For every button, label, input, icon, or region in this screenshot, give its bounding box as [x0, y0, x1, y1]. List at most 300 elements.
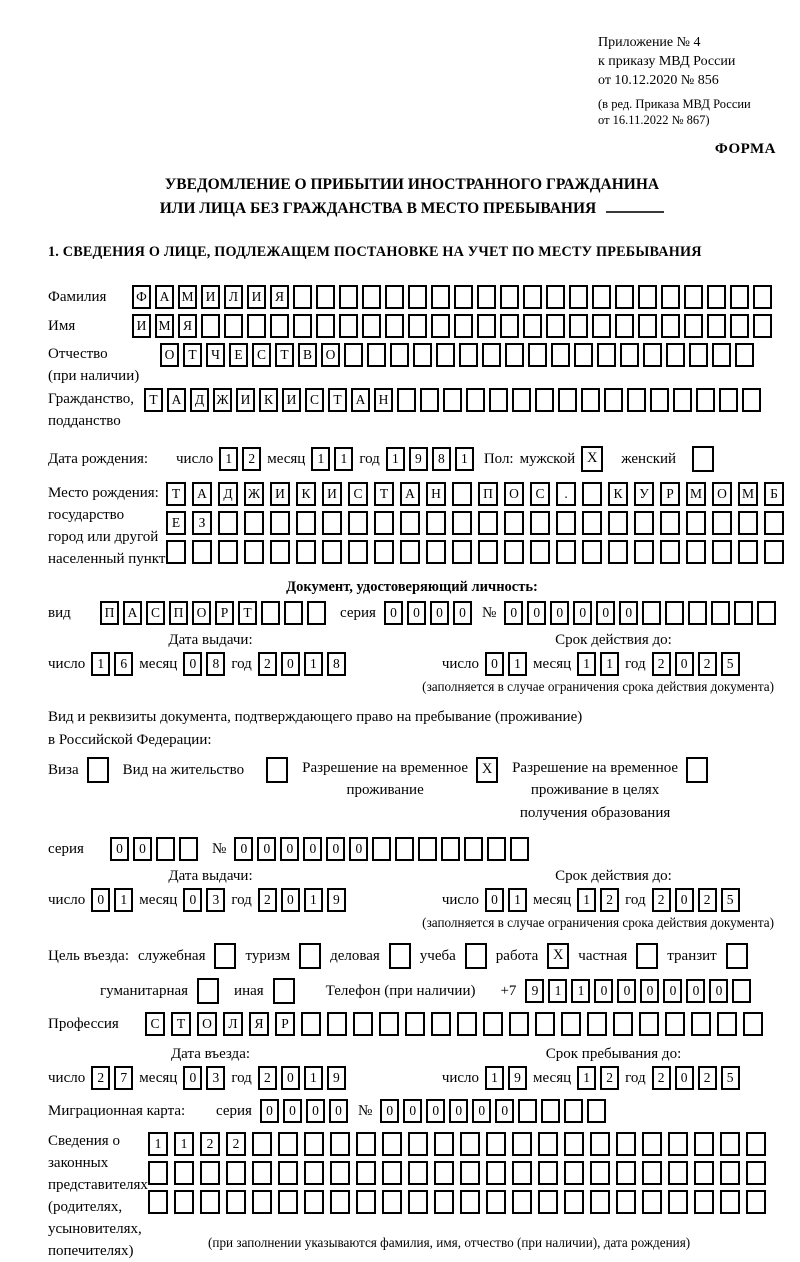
- cell[interactable]: [486, 1190, 506, 1214]
- cell[interactable]: [426, 511, 446, 535]
- cell[interactable]: П: [100, 601, 119, 625]
- cell[interactable]: [746, 1161, 766, 1185]
- cell[interactable]: [304, 1190, 324, 1214]
- cell[interactable]: 0: [495, 1099, 514, 1123]
- cell[interactable]: [390, 343, 409, 367]
- cell[interactable]: [252, 1190, 272, 1214]
- cell[interactable]: [270, 540, 290, 564]
- cell[interactable]: [362, 285, 381, 309]
- cell[interactable]: [374, 540, 394, 564]
- cell[interactable]: 9: [327, 1066, 346, 1090]
- cell[interactable]: З: [192, 511, 212, 535]
- cell[interactable]: [466, 388, 485, 412]
- cell[interactable]: [730, 285, 749, 309]
- cell[interactable]: 0: [260, 1099, 279, 1123]
- cell[interactable]: Т: [144, 388, 163, 412]
- cell[interactable]: [564, 1190, 584, 1214]
- cell[interactable]: [408, 314, 427, 338]
- cell[interactable]: [486, 1161, 506, 1185]
- cell[interactable]: 1: [548, 979, 567, 1003]
- cell[interactable]: И: [270, 482, 290, 506]
- cell[interactable]: [694, 1161, 714, 1185]
- cell[interactable]: [530, 540, 550, 564]
- purpose-work-checkbox[interactable]: X: [547, 943, 569, 969]
- cell[interactable]: [512, 1132, 532, 1156]
- cell[interactable]: [252, 1161, 272, 1185]
- cell[interactable]: [322, 511, 342, 535]
- cell[interactable]: [278, 1190, 298, 1214]
- cell[interactable]: [385, 285, 404, 309]
- cell[interactable]: 0: [380, 1099, 399, 1123]
- cell[interactable]: [148, 1161, 168, 1185]
- cell[interactable]: 1: [386, 447, 405, 471]
- cell[interactable]: [510, 837, 529, 861]
- cell[interactable]: [581, 388, 600, 412]
- cell[interactable]: И: [282, 388, 301, 412]
- cell[interactable]: [443, 388, 462, 412]
- cell[interactable]: [538, 1132, 558, 1156]
- cell[interactable]: [400, 540, 420, 564]
- cell[interactable]: Н: [426, 482, 446, 506]
- cell[interactable]: 2: [226, 1132, 246, 1156]
- cell[interactable]: П: [169, 601, 188, 625]
- cell[interactable]: В: [298, 343, 317, 367]
- cell[interactable]: [668, 1161, 688, 1185]
- cell[interactable]: [694, 1132, 714, 1156]
- cell[interactable]: [284, 601, 303, 625]
- cell[interactable]: [523, 314, 542, 338]
- cell[interactable]: И: [132, 314, 151, 338]
- cell[interactable]: [558, 388, 577, 412]
- cell[interactable]: [712, 511, 732, 535]
- cell[interactable]: [582, 540, 602, 564]
- cell[interactable]: [620, 343, 639, 367]
- cell[interactable]: 2: [258, 888, 277, 912]
- cell[interactable]: Р: [275, 1012, 295, 1036]
- cell[interactable]: 8: [206, 652, 225, 676]
- cell[interactable]: М: [686, 482, 706, 506]
- cell[interactable]: .: [556, 482, 576, 506]
- cell[interactable]: [487, 837, 506, 861]
- cell[interactable]: [712, 343, 731, 367]
- cell[interactable]: [686, 540, 706, 564]
- purpose-other-checkbox[interactable]: [273, 978, 295, 1004]
- cell[interactable]: [477, 285, 496, 309]
- cell[interactable]: [304, 1132, 324, 1156]
- cell[interactable]: [569, 314, 588, 338]
- cell[interactable]: [665, 601, 684, 625]
- cell[interactable]: 2: [600, 1066, 619, 1090]
- cell[interactable]: [397, 388, 416, 412]
- cell[interactable]: 2: [698, 888, 717, 912]
- cell[interactable]: [426, 540, 446, 564]
- cell[interactable]: 1: [508, 888, 527, 912]
- purpose-study-checkbox[interactable]: [465, 943, 487, 969]
- cell[interactable]: [528, 343, 547, 367]
- cell[interactable]: 0: [183, 1066, 202, 1090]
- cell[interactable]: 0: [663, 979, 682, 1003]
- cell[interactable]: [538, 1190, 558, 1214]
- cell[interactable]: 2: [698, 652, 717, 676]
- cell[interactable]: [405, 1012, 425, 1036]
- cell[interactable]: [518, 1099, 537, 1123]
- cell[interactable]: [322, 540, 342, 564]
- cell[interactable]: [431, 1012, 451, 1036]
- cell[interactable]: 1: [91, 652, 110, 676]
- purpose-transit-checkbox[interactable]: [726, 943, 748, 969]
- cell[interactable]: [730, 314, 749, 338]
- cell[interactable]: [382, 1132, 402, 1156]
- cell[interactable]: [711, 601, 730, 625]
- cell[interactable]: Т: [238, 601, 257, 625]
- cell[interactable]: [247, 314, 266, 338]
- cell[interactable]: 1: [304, 1066, 323, 1090]
- cell[interactable]: 1: [577, 888, 596, 912]
- cell[interactable]: К: [259, 388, 278, 412]
- cell[interactable]: [546, 314, 565, 338]
- cell[interactable]: 8: [432, 447, 451, 471]
- cell[interactable]: О: [504, 482, 524, 506]
- cell[interactable]: [556, 540, 576, 564]
- cell[interactable]: 6: [114, 652, 133, 676]
- cell[interactable]: Р: [215, 601, 234, 625]
- cell[interactable]: [642, 1161, 662, 1185]
- cell[interactable]: [224, 314, 243, 338]
- cell[interactable]: [464, 837, 483, 861]
- cell[interactable]: 0: [281, 1066, 300, 1090]
- cell[interactable]: [304, 1161, 324, 1185]
- cell[interactable]: 0: [686, 979, 705, 1003]
- cell[interactable]: 2: [652, 888, 671, 912]
- cell[interactable]: [564, 1161, 584, 1185]
- cell[interactable]: 2: [242, 447, 261, 471]
- cell[interactable]: [434, 1190, 454, 1214]
- cell[interactable]: [569, 285, 588, 309]
- cell[interactable]: 2: [652, 652, 671, 676]
- cell[interactable]: [478, 540, 498, 564]
- cell[interactable]: [764, 540, 784, 564]
- cell[interactable]: Т: [171, 1012, 191, 1036]
- cell[interactable]: [688, 601, 707, 625]
- cell[interactable]: [226, 1190, 246, 1214]
- cell[interactable]: [339, 314, 358, 338]
- cell[interactable]: [441, 837, 460, 861]
- cell[interactable]: [307, 601, 326, 625]
- cell[interactable]: 1: [304, 652, 323, 676]
- cell[interactable]: [434, 1132, 454, 1156]
- cell[interactable]: [382, 1161, 402, 1185]
- cell[interactable]: С: [305, 388, 324, 412]
- cell[interactable]: М: [738, 482, 758, 506]
- cell[interactable]: [738, 540, 758, 564]
- cell[interactable]: А: [155, 285, 174, 309]
- cell[interactable]: [431, 314, 450, 338]
- cell[interactable]: Т: [374, 482, 394, 506]
- cell[interactable]: Е: [229, 343, 248, 367]
- cell[interactable]: 0: [550, 601, 569, 625]
- cell[interactable]: [408, 1132, 428, 1156]
- cell[interactable]: Ж: [244, 482, 264, 506]
- cell[interactable]: 0: [675, 1066, 694, 1090]
- cell[interactable]: Е: [166, 511, 186, 535]
- cell[interactable]: Р: [660, 482, 680, 506]
- cell[interactable]: [746, 1190, 766, 1214]
- cell[interactable]: [156, 837, 175, 861]
- cell[interactable]: [720, 1132, 740, 1156]
- purpose-business-checkbox[interactable]: [389, 943, 411, 969]
- cell[interactable]: [719, 388, 738, 412]
- cell[interactable]: [743, 1012, 763, 1036]
- cell[interactable]: [590, 1132, 610, 1156]
- cell[interactable]: [757, 601, 776, 625]
- cell[interactable]: [661, 314, 680, 338]
- cell[interactable]: [192, 540, 212, 564]
- cell[interactable]: А: [167, 388, 186, 412]
- cell[interactable]: 0: [527, 601, 546, 625]
- cell[interactable]: 1: [577, 652, 596, 676]
- cell[interactable]: 0: [326, 837, 345, 861]
- cell[interactable]: 9: [508, 1066, 527, 1090]
- cell[interactable]: [564, 1099, 583, 1123]
- cell[interactable]: 0: [485, 888, 504, 912]
- cell[interactable]: 0: [281, 888, 300, 912]
- cell[interactable]: 0: [349, 837, 368, 861]
- cell[interactable]: [720, 1190, 740, 1214]
- cell[interactable]: [738, 511, 758, 535]
- cell[interactable]: Я: [249, 1012, 269, 1036]
- cell[interactable]: 0: [453, 601, 472, 625]
- cell[interactable]: 0: [675, 888, 694, 912]
- cell[interactable]: 0: [617, 979, 636, 1003]
- cell[interactable]: [374, 511, 394, 535]
- cell[interactable]: [523, 285, 542, 309]
- cell[interactable]: 1: [219, 447, 238, 471]
- cell[interactable]: [174, 1190, 194, 1214]
- cell[interactable]: [615, 314, 634, 338]
- cell[interactable]: [512, 1161, 532, 1185]
- cell[interactable]: [764, 511, 784, 535]
- cell[interactable]: [482, 343, 501, 367]
- cell[interactable]: 5: [721, 652, 740, 676]
- cell[interactable]: Д: [190, 388, 209, 412]
- cell[interactable]: Л: [224, 285, 243, 309]
- cell[interactable]: 9: [409, 447, 428, 471]
- cell[interactable]: [460, 1132, 480, 1156]
- cell[interactable]: С: [530, 482, 550, 506]
- cell[interactable]: 0: [596, 601, 615, 625]
- cell[interactable]: [459, 343, 478, 367]
- cell[interactable]: [362, 314, 381, 338]
- cell[interactable]: [660, 511, 680, 535]
- cell[interactable]: 1: [577, 1066, 596, 1090]
- cell[interactable]: [642, 1190, 662, 1214]
- cell[interactable]: [330, 1161, 350, 1185]
- cell[interactable]: [590, 1190, 610, 1214]
- temp-residence-education-checkbox[interactable]: [686, 757, 708, 783]
- cell[interactable]: [454, 285, 473, 309]
- cell[interactable]: [436, 343, 455, 367]
- cell[interactable]: 0: [485, 652, 504, 676]
- cell[interactable]: О: [160, 343, 179, 367]
- cell[interactable]: [634, 511, 654, 535]
- cell[interactable]: [356, 1190, 376, 1214]
- cell[interactable]: С: [252, 343, 271, 367]
- cell[interactable]: 0: [472, 1099, 491, 1123]
- cell[interactable]: 0: [306, 1099, 325, 1123]
- cell[interactable]: А: [400, 482, 420, 506]
- cell[interactable]: Я: [270, 285, 289, 309]
- cell[interactable]: 0: [407, 601, 426, 625]
- cell[interactable]: [638, 285, 657, 309]
- sex-female-checkbox[interactable]: [692, 446, 714, 472]
- cell[interactable]: [452, 540, 472, 564]
- cell[interactable]: 0: [430, 601, 449, 625]
- cell[interactable]: [252, 1132, 272, 1156]
- purpose-private-checkbox[interactable]: [636, 943, 658, 969]
- cell[interactable]: [408, 1161, 428, 1185]
- cell[interactable]: 1: [508, 652, 527, 676]
- cell[interactable]: [218, 540, 238, 564]
- cell[interactable]: [673, 388, 692, 412]
- cell[interactable]: 1: [311, 447, 330, 471]
- cell[interactable]: [356, 1161, 376, 1185]
- cell[interactable]: 3: [206, 888, 225, 912]
- cell[interactable]: 0: [133, 837, 152, 861]
- cell[interactable]: [301, 1012, 321, 1036]
- cell[interactable]: [261, 601, 280, 625]
- cell[interactable]: С: [348, 482, 368, 506]
- cell[interactable]: [434, 1161, 454, 1185]
- cell[interactable]: [615, 285, 634, 309]
- cell[interactable]: [244, 540, 264, 564]
- cell[interactable]: [592, 285, 611, 309]
- cell[interactable]: [608, 511, 628, 535]
- cell[interactable]: [627, 388, 646, 412]
- cell[interactable]: 0: [234, 837, 253, 861]
- cell[interactable]: 1: [148, 1132, 168, 1156]
- cell[interactable]: [665, 1012, 685, 1036]
- cell[interactable]: [587, 1099, 606, 1123]
- temp-residence-checkbox[interactable]: X: [476, 757, 498, 783]
- cell[interactable]: И: [201, 285, 220, 309]
- cell[interactable]: 0: [709, 979, 728, 1003]
- cell[interactable]: [400, 511, 420, 535]
- cell[interactable]: [278, 1161, 298, 1185]
- cell[interactable]: 2: [652, 1066, 671, 1090]
- cell[interactable]: Н: [374, 388, 393, 412]
- cell[interactable]: [330, 1190, 350, 1214]
- cell[interactable]: [535, 1012, 555, 1036]
- cell[interactable]: [372, 837, 391, 861]
- cell[interactable]: Т: [328, 388, 347, 412]
- cell[interactable]: [639, 1012, 659, 1036]
- cell[interactable]: [707, 285, 726, 309]
- cell[interactable]: У: [634, 482, 654, 506]
- cell[interactable]: А: [123, 601, 142, 625]
- cell[interactable]: [634, 540, 654, 564]
- cell[interactable]: С: [146, 601, 165, 625]
- cell[interactable]: [660, 540, 680, 564]
- cell[interactable]: [546, 285, 565, 309]
- cell[interactable]: [686, 511, 706, 535]
- cell[interactable]: [707, 314, 726, 338]
- cell[interactable]: 2: [600, 888, 619, 912]
- cell[interactable]: 0: [384, 601, 403, 625]
- cell[interactable]: [638, 314, 657, 338]
- cell[interactable]: 5: [721, 1066, 740, 1090]
- cell[interactable]: 9: [327, 888, 346, 912]
- cell[interactable]: 0: [329, 1099, 348, 1123]
- cell[interactable]: [330, 1132, 350, 1156]
- cell[interactable]: [200, 1190, 220, 1214]
- cell[interactable]: [616, 1161, 636, 1185]
- cell[interactable]: 1: [485, 1066, 504, 1090]
- cell[interactable]: [509, 1012, 529, 1036]
- cell[interactable]: 0: [504, 601, 523, 625]
- cell[interactable]: [395, 837, 414, 861]
- cell[interactable]: [613, 1012, 633, 1036]
- cell[interactable]: [200, 1161, 220, 1185]
- cell[interactable]: [574, 343, 593, 367]
- cell[interactable]: [691, 1012, 711, 1036]
- cell[interactable]: 0: [281, 652, 300, 676]
- cell[interactable]: [746, 1132, 766, 1156]
- cell[interactable]: [650, 388, 669, 412]
- cell[interactable]: 0: [426, 1099, 445, 1123]
- cell[interactable]: 1: [304, 888, 323, 912]
- cell[interactable]: [616, 1190, 636, 1214]
- cell[interactable]: [604, 388, 623, 412]
- cell[interactable]: [512, 388, 531, 412]
- cell[interactable]: [431, 285, 450, 309]
- cell[interactable]: [734, 601, 753, 625]
- cell[interactable]: 9: [525, 979, 544, 1003]
- cell[interactable]: Ф: [132, 285, 151, 309]
- cell[interactable]: [420, 388, 439, 412]
- cell[interactable]: [413, 343, 432, 367]
- cell[interactable]: [382, 1190, 402, 1214]
- cell[interactable]: [582, 511, 602, 535]
- cell[interactable]: 0: [619, 601, 638, 625]
- cell[interactable]: [642, 1132, 662, 1156]
- cell[interactable]: [327, 1012, 347, 1036]
- cell[interactable]: [742, 388, 761, 412]
- cell[interactable]: [270, 314, 289, 338]
- cell[interactable]: И: [236, 388, 255, 412]
- cell[interactable]: И: [247, 285, 266, 309]
- cell[interactable]: 0: [640, 979, 659, 1003]
- cell[interactable]: 0: [183, 888, 202, 912]
- cell[interactable]: [356, 1132, 376, 1156]
- cell[interactable]: [418, 837, 437, 861]
- cell[interactable]: [385, 314, 404, 338]
- cell[interactable]: 0: [573, 601, 592, 625]
- cell[interactable]: [684, 314, 703, 338]
- cell[interactable]: 1: [334, 447, 353, 471]
- cell[interactable]: [244, 511, 264, 535]
- cell[interactable]: [597, 343, 616, 367]
- cell[interactable]: [504, 540, 524, 564]
- cell[interactable]: [278, 1132, 298, 1156]
- cell[interactable]: М: [178, 285, 197, 309]
- cell[interactable]: [270, 511, 290, 535]
- cell[interactable]: [735, 343, 754, 367]
- cell[interactable]: 0: [594, 979, 613, 1003]
- cell[interactable]: 2: [200, 1132, 220, 1156]
- cell[interactable]: [608, 540, 628, 564]
- cell[interactable]: [408, 1190, 428, 1214]
- purpose-tourism-checkbox[interactable]: [299, 943, 321, 969]
